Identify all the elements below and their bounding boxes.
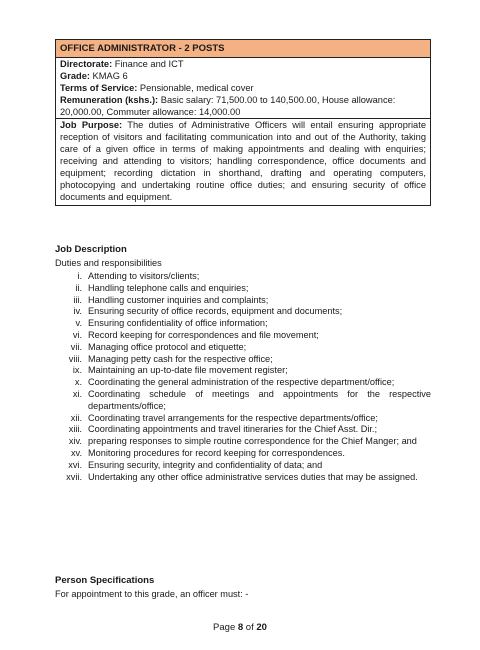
duty-number: iv.	[73, 306, 82, 317]
duty-item	[55, 448, 431, 460]
footer-prefix: Page	[213, 622, 238, 633]
duty-text: Ensuring security of office records, equipment and documents;	[88, 306, 343, 317]
duty-text: Attending to visitors/clients;	[88, 271, 200, 281]
duty-number: i.	[77, 271, 82, 281]
duty-number: xii.	[70, 412, 82, 423]
duty-item	[55, 389, 431, 413]
duty-number: xvii.	[66, 471, 82, 482]
terms-row	[56, 82, 430, 94]
duty-text: Coordinating the general administration of the respective department/office;	[88, 377, 395, 388]
duty-text: Monitoring procedures for record keeping for correspondences.	[88, 447, 345, 458]
remuneration-label: Remuneration (kshs.):	[60, 95, 159, 105]
duty-text: Coordinating travel arrangements for the respective departments/office;	[88, 412, 378, 423]
duty-item	[55, 271, 431, 283]
duty-text: Coordinating appointments and travel itineraries for the Chief Asst. Dir.;	[88, 424, 378, 435]
grade-row	[56, 70, 430, 82]
directorate-row	[56, 58, 430, 70]
remuneration-row	[56, 94, 430, 118]
duty-number: viii.	[68, 353, 82, 364]
person-specifications-intro: For appointment to this grade, an officer must: -	[55, 589, 249, 599]
page-footer	[0, 622, 480, 633]
duty-text: Managing office protocol and etiquette;	[88, 341, 247, 352]
duty-item	[55, 472, 431, 484]
job-title-heading: OFFICE ADMINISTRATOR - 2 POSTS	[56, 40, 430, 58]
duty-item	[55, 354, 431, 366]
duty-text: Maintaining an up-to-date file movement register;	[88, 365, 288, 376]
duty-text: preparing responses to simple routine correspondence for the Chief Manger; and	[88, 436, 417, 447]
job-purpose-row	[56, 118, 430, 205]
duty-item	[55, 460, 431, 472]
duty-number: vi.	[72, 329, 82, 340]
duty-text: Managing petty cash for the respective office;	[88, 353, 273, 364]
directorate-label: Directorate:	[60, 59, 113, 69]
duty-item	[55, 424, 431, 436]
duty-number: xiii.	[68, 424, 82, 435]
terms-value: Pensionable, medical cover	[137, 83, 254, 93]
person-specifications-heading: Person Specifications	[55, 575, 155, 586]
grade-value: KMAG 6	[89, 71, 128, 81]
duty-text: Handling customer inquiries and complaints;	[88, 294, 269, 305]
duty-number: xvi.	[68, 459, 82, 470]
job-purpose-value: The duties of Administrative Officers will entail ensuring appropriate reception of visitors and facilitating communication into and out of the Authority, taking care of a given office in terms of making appointments and dealing with enquiries; receiving and attending to visitors; handling correspondence, office documents and equipment; recording dictation in shorthand, drafting and operating computers, photocopying and undertaking routine office duties; and ensuring security of office documents and equipment.	[60, 120, 426, 202]
duty-number: xi.	[72, 388, 82, 399]
duty-item	[55, 330, 431, 342]
duty-item	[55, 283, 431, 295]
duty-text: Undertaking any other office administrative services duties that may be assigned.	[88, 471, 418, 482]
duty-number: vii.	[70, 341, 82, 352]
duty-item	[55, 365, 431, 377]
duty-number: ii.	[75, 282, 82, 293]
duty-item	[55, 436, 431, 448]
duty-item	[55, 377, 431, 389]
duty-number: ix.	[72, 365, 82, 376]
duty-number: v.	[75, 318, 82, 329]
duty-item	[55, 306, 431, 318]
footer-total-pages: 20	[256, 622, 267, 633]
duties-intro: Duties and responsibilities	[55, 258, 162, 268]
footer-current-page: 8	[237, 622, 244, 633]
duty-text: Handling telephone calls and enquiries;	[88, 282, 249, 293]
duty-text: Ensuring confidentiality of office information;	[88, 318, 268, 329]
remuneration-value: Basic salary: 71,500.00 to 140,500.00, House allowance: 20,000.00, Commuter allowance: 14,000.00	[60, 95, 396, 117]
duty-text: Coordinating schedule of meetings and appointments for the respective departments/office;	[88, 388, 431, 411]
terms-label: Terms of Service:	[60, 83, 138, 93]
duties-list	[55, 271, 431, 483]
grade-label: Grade:	[60, 71, 90, 81]
footer-middle: of	[243, 622, 257, 633]
duty-text: Record keeping for correspondences and file movement;	[88, 329, 319, 340]
job-purpose-label: Job Purpose:	[60, 120, 123, 130]
duty-item	[55, 295, 431, 307]
duty-item	[55, 342, 431, 354]
duty-item	[55, 318, 431, 330]
directorate-value: Finance and ICT	[112, 59, 184, 69]
job-summary-table	[55, 39, 431, 206]
duty-number: xv.	[70, 447, 82, 458]
job-description-heading: Job Description	[55, 244, 127, 255]
duty-text: Ensuring security, integrity and confidentiality of data; and	[88, 459, 323, 470]
duty-number: xiv.	[68, 436, 82, 447]
duty-number: iii.	[73, 294, 82, 305]
duty-number: x.	[74, 377, 82, 388]
duty-item	[55, 413, 431, 425]
